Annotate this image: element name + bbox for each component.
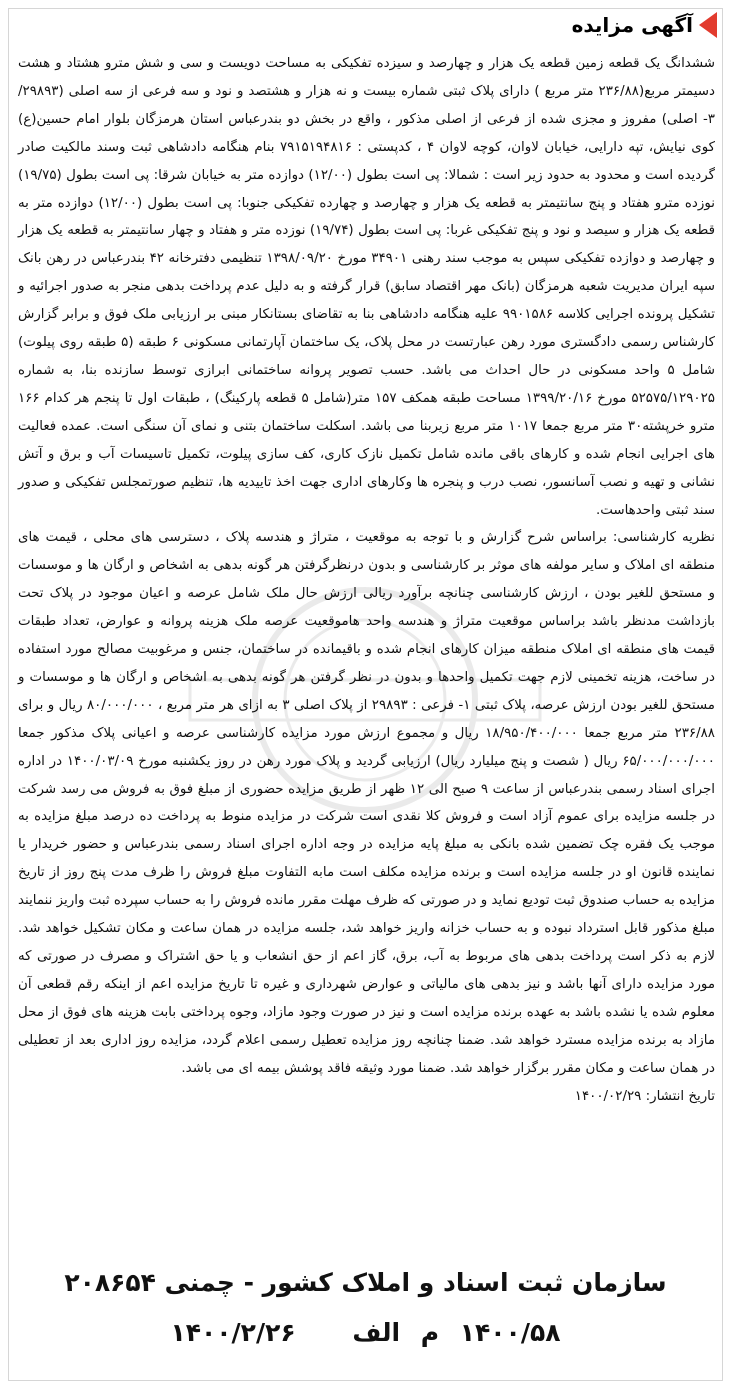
notice-title: آگهی مزایده: [571, 13, 693, 37]
reference-date: ۱۴۰۰/۲/۲۶: [170, 1318, 296, 1347]
property-description-paragraph: ششدانگ یک قطعه زمین قطعه یک هزار و چهارصد و سیزده تفکیکی به مساحت دویست و سی و شش مترو هشتاد و هشت دسیمتر مربع(۲۳۶/۸۸ متر مربع ) دارای پلاک ثبتی شماره بیست و نه هزار و هشتصد و نود و سه فرعی از سه اصلی (۲۹۸۹۳/ ۳- اصلی) مفروز و مجزی شده از فرعی از اصلی مذکور ، واقع در بخش دو بندرعباس استان هرمزگان بلوار امام حسین(ع) کوی نیایش، تپه دارایی، خیابان لاوان، کوچه لاوان ۴ ، کدپستی : ۷۹۱۵۱۹۴۸۱۶ بنام هنگامه دادشاهی ثبت وسند مالکیت صادر گردیده است و محدود به حدود زیر است : شمالا: پی است بطول (۱۲/۰۰) دوازده متر به خیابان شرقا: پی است بطول (۱۹/۷۵) نوزده مترو هفتاد و پنج سانتیمتر به قطعه یک هزار و چهارصد و چهارده تفکیکی جنوبا: پی است بطول (۱۲/۰۰) دوازده متر به قطعه یک هزار و سیصد و نود و پنج تفکیکی غربا: پی است بطول (۱۹/۷۴) نوزده متر و هفتاد و چهار سانتیمتر به قطعه یک هزار و چهارصد و دوازده تفکیکی سپس به موجب سند رهنی ۳۴۹۰۱ مورخ ۱۳۹۸/۰۹/۲۰ تنظیمی دفترخانه ۴۲ بندرعباس در رهن بانک سپه ایران مدیریت شعبه هرمزگان (بانک مهر اقتصاد سابق) قرار گرفته و به دلیل عدم پرداخت بدهی منجر به صدور اجرائیه و تشکیل پرونده اجرایی کلاسه ۹۹۰۱۵۸۶ علیه هنگامه دادشاهی بنا به تقاضای بستانکار مبنی بر ارزیابی ملک فوق و برابر گزارش کارشناس رسمی دادگستری مورد رهن عبارتست در محل پلاک، یک ساختمان آپارتمانی مسکونی ۶ طبقه (۵ طبقه روی پیلوت) شامل ۵ واحد مسکونی در حال احداث می باشد. حسب تصویر پروانه ساختمانی ابرازی توسط سازنده بنا، به شماره ۵۲۵۷۵/۱۲۹۰۲۵ مورخ ۱۳۹۹/۲۰/۱۶ مساحت طبقه همکف ۱۵۷ متر(شامل ۵ قطعه پارکینگ) ، طبقات اول تا پنجم هر کدام ۱۶۶ مترو خرپشته۳۰ متر مربع جمعا ۱۰۱۷ متر مربع زیربنا می باشد. اسکلت ساختمان بتنی و نمای آن سنگی است. عمده فعالیت های اجرایی انجام شده و کارهای باقی مانده شامل تکمیل نازک کاری، کف سازی پیلوت، تکمیل تاسیسات آب و برق و آتش نشانی و تهیه و نصب آسانسور، نصب درب و پنجره ها وکارهای اداری جهت اخذ تاییدیه ها، تنظیم صورتمجلس تفکیکی و صدور سند ثبتی واحدهاست.: [18, 56, 716, 518]
notice-header: [572, 8, 717, 42]
reference-line: [0, 1318, 731, 1347]
expert-opinion-paragraph: نظریه کارشناسی: براساس شرح گزارش و با توجه به موقعیت ، متراژ و هندسه پلاک ، دسترسی های محلی ، قیمت های منطقه ای املاک و سایر مولفه های موثر بر کارشناسی و بدون درنظرگرفتن هر گونه بدهی به اشخاص و ارگان ها و موسسات و مستحق للغیر بودن ، ارزش کارشناسی چنانچه برآورد ریالی ارزش حال ملک شامل عرصه و اعیان موجود در پلاک تحت بازداشت مدنظر باشد براساس موقعیت متراژ و هندسه واحد هاموقعیت عرصه ملک هزینه پروانه و عوارض، تعداد طبقات قیمت های منطقه ای املاک منطقه میزان کارهای انجام شده و باقیمانده در ساختمان، جنس و مرغوبیت مصالح مورد استفاده در ساخت، هزینه تخمینی لازم جهت تکمیل واحدها و بدون در نظر گرفتن هر گونه بدهی به اشخاص و ارگان ها و موسسات و مستحق للغیر بودن ارزش عرصه، پلاک ثبتی ۱- فرعی : ۲۹۸۹۳ از پلاک اصلی ۳ به ازای هر متر مربع ، ۸۰/۰۰۰/۰۰۰ ریال و برای ۲۳۶/۸۸ متر مربع جمعا ۱۸/۹۵۰/۴۰۰/۰۰۰ ریال و مجموع ارزش مورد مزایده کارشناسی عرصه و اعیانی پلاک مذکور جمعا ۶۵/۰۰۰/۰۰۰/۰۰۰ ریال ( شصت و پنج میلیارد ریال) ارزیابی گردید و پلاک مورد رهن در روز یکشنبه مورخ ۱۴۰۰/۰۳/۰۹ در اداره اجرای اسناد رسمی بندرعباس از ساعت ۹ صبح الی ۱۲ ظهر از طریق مزایده حضوری از مبلغ فوق به فروش می رسد شرکت در جلسه مزایده برای عموم آزاد است و فروش کلا نقدی است شرکت در مزایده منوط به پرداخت ده درصد مبلغ مزایده به موجب یک فقره چک تضمین شده بانکی به مبلغ پایه مزایده در وجه اداره اجرای اسناد رسمی بندرعباس و حضور خریدار یا نماینده قانون او در جلسه مزایده است و برنده مزایده مکلف است مابه التفاوت مبلغ فروش را ظرف مدت پنج روز از تاریخ مزایده به حساب صندوق ثبت تودیع نماید و در صورتی که ظرف مهلت مقرر مانده فروش را به حساب سپرده ثبت واریز ننمایند مبلغ مذکور قابل استرداد نبوده و به حساب خزانه واریز خواهد شد، جلسه مزایده در همان ساعت و مکان تشکیل خواهد شد. لازم به ذکر است پرداخت بدهی های مربوط به آب، برق، گاز اعم از حق انشعاب و یا حق اشتراک و مصرف در صورتی که مورد مزایده دارای آنها باشد و نیز بدهی های مالیاتی و عوارض شهرداری و غیره تا تاریخ مزایده اعم از اینکه رقم قطعی آن معلوم شده یا نشده باشد به عهده برنده مزایده است و نیز در صورت وجود مازاد، وجوه پرداختی بابت هزینه های فوق از محل مازاد به برنده مزایده مسترد خواهد شد. ضمنا چنانچه روز مزایده تعطیل رسمی اعلام گردد، مزایده روز اداری بعد از تعطیلی در همان ساعت و مکان مقرر برگزار خواهد شد. ضمنا مورد وثیقه فاقد پوشش بیمه ای می باشد.: [18, 530, 715, 1076]
reference-number: ۱۴۰۰/۵۸ م الف: [352, 1318, 561, 1347]
notice-body: [18, 50, 715, 1110]
publication-date: تاریخ انتشار: ۱۴۰۰/۰۲/۲۹: [574, 1088, 715, 1104]
organization-line: سازمان ثبت اسناد و املاک کشور - چمنی ۲۰۸۶۵۴: [64, 1268, 667, 1297]
red-triangle-icon: [699, 12, 717, 38]
